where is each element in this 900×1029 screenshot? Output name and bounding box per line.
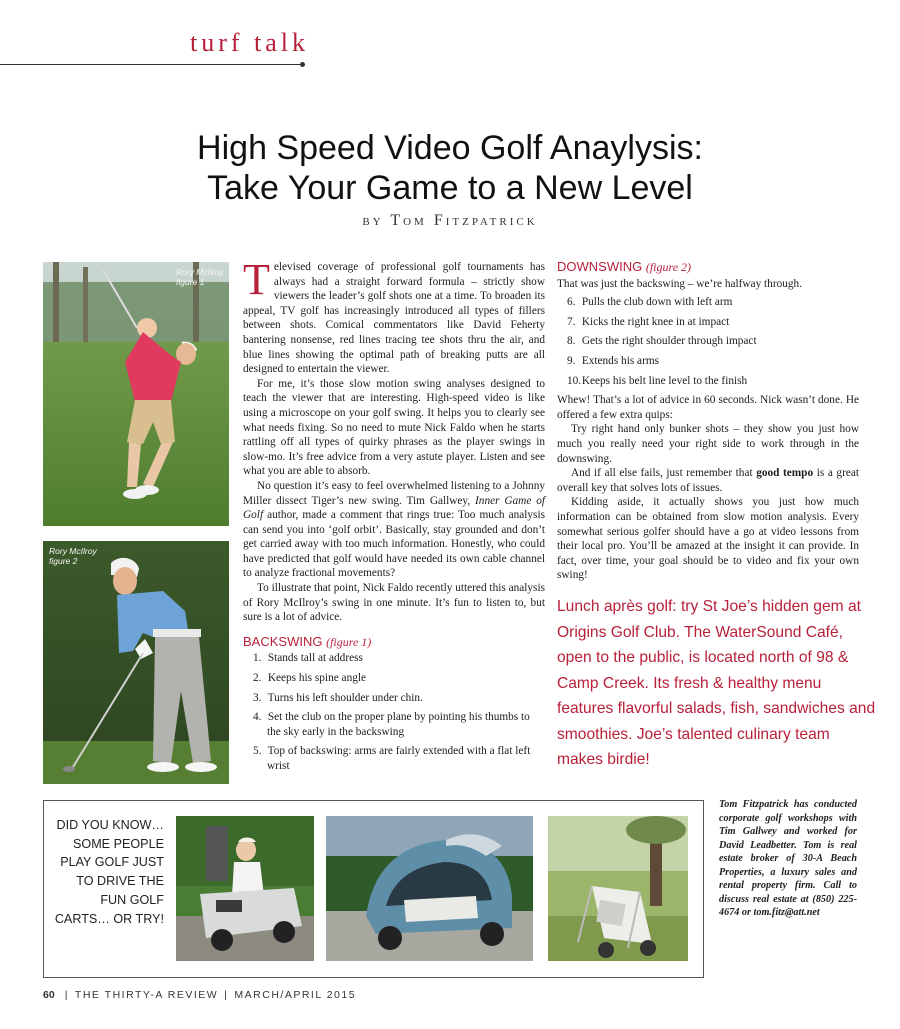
section-label: turf talk [190,28,310,57]
downswing-steps [557,295,859,388]
backswing-figure-ref: (figure 1) [326,634,372,649]
golf-cart-photo-2 [326,816,533,961]
headline-line2: Take Your Game to a New Level [207,169,693,207]
paragraph-1 [243,255,545,377]
step-text: Kicks the right knee in at impact [581,315,730,328]
step-number: 4. [253,711,262,724]
step-text: Keeps his spine angle [267,672,367,685]
byline: by Tom Fitzpatrick [362,212,538,229]
step-text: Pulls the club down with left arm [581,296,733,309]
section-rule-dot [300,62,305,67]
step-number: 3. [253,691,262,704]
footer-divider: | [224,989,229,1001]
dropcap: T [243,255,270,304]
list-item [567,354,859,369]
step-text: Turns his left shoulder under chin. [267,691,423,704]
paragraph-8: Kidding aside, it actually shows you just how much information can be obtained from slow motion analysis. Every somewhat serious golfer should have a go at video lessons from their local pro. You’ll be amazed at the insight it can provide. In fact, over time, your goal should be to video and fix your own swing! [557,496,859,582]
step-text: Gets the right shoulder through impact [581,335,757,348]
step-number: 1. [253,652,262,665]
step-number: 9. [567,354,576,367]
paragraph-5: Whew! That’s a lot of advice in 60 seconds. Nick wasn’t done. He offered a few extra quips: [557,394,859,421]
photo-figure-1 [43,262,229,526]
golf-cart-photo-1 [176,816,314,961]
step-number: 10. [567,374,582,387]
backswing-heading-text: BACKSWING [243,633,323,649]
paragraph-7-end: is a great overall key that solves lots of issues. [557,467,859,494]
golf-cart-photo-2-image [326,816,533,961]
golfer-downswing-photo [43,541,229,784]
article-column-2 [557,260,859,583]
figure-2-caption-label: figure 2 [49,556,78,566]
section-rule [0,64,304,65]
author-bio: Tom Fitzpatrick has conducted corporate golf workshops with Tim Gallwey and worked for David Leadbetter. Tom is real estate broker of 30-A Beach Properties, a luxury sales and rental property firm. Call to discuss real estate at (850) 225-4674 or tom.fitz@att.net [719,799,857,918]
paragraph-4: To illustrate that point, Nick Faldo recently uttered this analysis of Rory McIlroy’s swing in one minute. It’s fun to listen to, but sure is a lot of advice. [243,582,545,624]
step-number: 8. [567,335,576,348]
paragraph-7-start: And if all else fails, just remember that [571,467,757,480]
backswing-steps [243,651,545,773]
list-item [567,374,859,389]
step-text: Keeps his belt line level to the finish [581,374,748,387]
list-item [253,671,545,686]
paragraph-2: For me, it’s those slow motion swing analyses designed to teach the viewer that are interesting. High-speed video is like using a microscope on your golf swing. It helps you to clearly see what needs fixing. So no need to mute Nick Faldo when he starts rattling off all types of quirky phrases as the player swings in slow-mo. It’s free advice from a very astute player. Listen and see what you are able to absorb. [243,377,545,478]
step-text: Extends his arms [581,354,660,367]
list-item [567,334,859,349]
step-number: 6. [567,296,576,309]
golfer-backswing-photo [43,262,229,526]
paragraph-3 [243,479,545,581]
footer-divider: | [64,989,69,1001]
list-item [567,295,859,310]
figure-1-caption-label: figure 1 [176,277,205,287]
paragraph-1-text: elevised coverage of professional golf tournaments has always had a straight forward formula – strictly show viewers the leader’s golf shots one at a time. To broaden its appeal, TV golf has increasingly introduced all types of fillers between shots. Comical commentators like David Feherty bantering nonsense, red lines tracing tee shots thru the air, and blue lines showing the optimal path of breaking putts are all designed to entertain the viewer. [243,261,545,376]
downswing-heading [557,260,859,275]
step-number: 7. [567,315,576,328]
figure-2-caption-name: Rory McIlroy [49,546,97,556]
downswing-intro: That was just the backswing – we’re halfway through. [557,277,803,290]
headline-line1: High Speed Video Golf Anaylysis: [197,129,703,167]
paragraph-3-end: author, made a comment that rings true: Too much analysis can send you into ‘golf orbit’. Basically, stay grounded and don’t get carried away with too much information. Honestly, who could have predicted that golf would have needed its own cable channel to analyze fractional movements? [243,509,545,580]
figure-1-caption [176,267,224,287]
issue-date: MARCH/APRIL 2015 [234,989,357,1001]
golf-cart-photo-3 [548,816,688,961]
list-item [253,691,545,706]
photo-figure-2 [43,541,229,784]
list-item [253,710,545,739]
step-text: Top of backswing: arms are fairly extended with a flat left wrist [267,745,531,772]
step-text: Set the club on the proper plane by pointing his thumbs to the sky early in the backswing [267,711,530,738]
page-number: 60 [43,989,55,1001]
downswing-heading-text: DOWNSWING [557,259,643,274]
figure-2-caption [49,546,97,566]
paragraph-7 [557,466,859,495]
list-item [253,744,545,773]
publication-name: THE THIRTY-A REVIEW [74,989,219,1001]
step-text: Stands tall at address [267,652,363,665]
golf-cart-photo-3-image [548,816,688,961]
emphasis-good-tempo: good tempo [756,467,814,480]
headline [0,128,900,208]
paragraph-3-start: No question it’s easy to feel overwhelmed listening to a Johnny Miller dissect Tiger’s new swing. Tim Gallwey, [243,479,545,507]
downswing-figure-ref: (figure 2) [645,260,692,274]
article-column-1 [243,255,546,779]
list-item [567,315,859,330]
golf-cart-photo-1-image [176,816,314,961]
book-title: Inner Game of Golf [243,494,546,522]
did-you-know-text: DID YOU KNOW…SOME PEOPLE PLAY GOLF JUST TO DRIVE THE FUN GOLF CARTS… OR TRY! [54,818,164,926]
backswing-heading [243,635,545,650]
figure-1-caption-name: Rory McIlroy [176,267,224,277]
step-number: 5. [253,745,262,758]
page-footer [43,989,356,1001]
paragraph-6: Try right hand only bunker shots – they show you just how much you really need your right side to work through in the downswing. [557,423,859,465]
pullquote: Lunch après golf: try St Joe’s hidden gem at Origins Golf Club. The WaterSound Café, open to the public, is located north of 98 & Camp Creek. Its fresh & healthy menu features flavorful salads, fish, sandwiches and smoothies. Joe’s talented culinary team makes birdie! [557,598,876,768]
list-item [253,651,545,666]
step-number: 2. [253,672,262,685]
